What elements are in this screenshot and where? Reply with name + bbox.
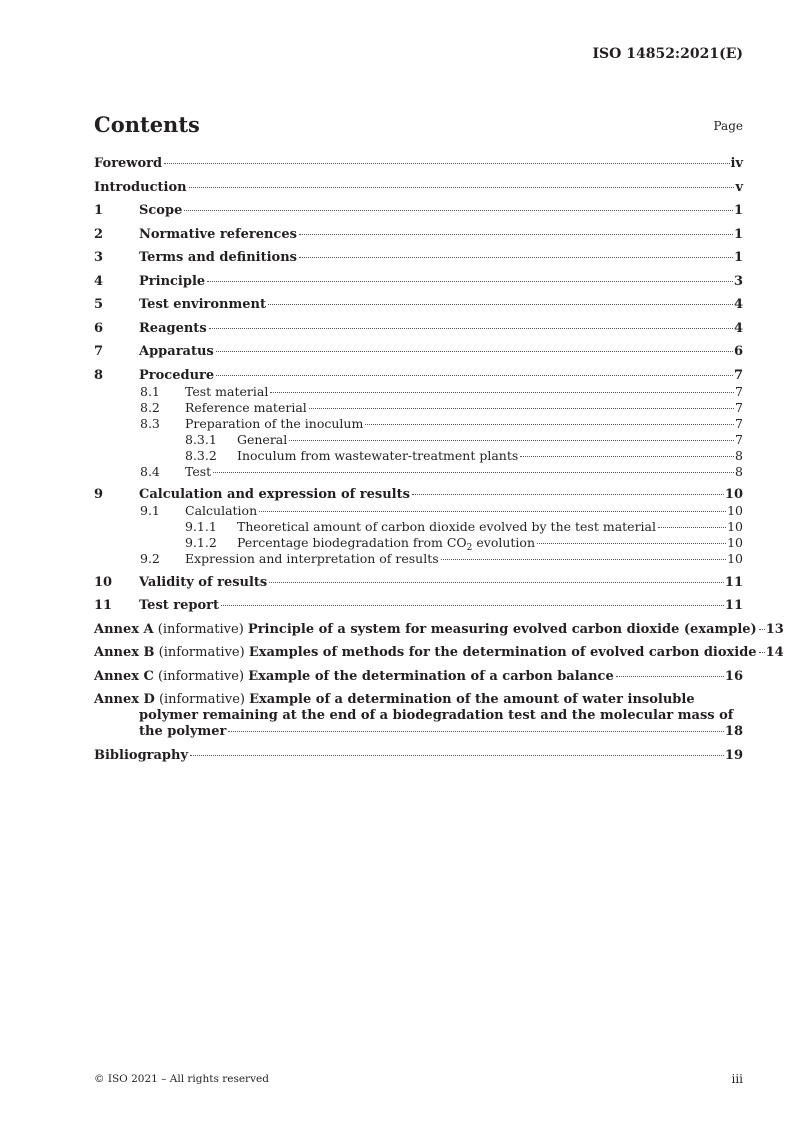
toc-entry-title bbox=[94, 622, 757, 638]
table-of-contents bbox=[94, 156, 784, 764]
toc-entry-number: 8.2 bbox=[140, 399, 160, 415]
toc-entry-page: 10 bbox=[727, 503, 743, 518]
toc-entry-title: Reference material bbox=[185, 399, 307, 415]
dot-leader bbox=[365, 424, 734, 425]
dot-leader bbox=[270, 392, 734, 393]
copyright-notice: © ISO 2021 – All rights reserved bbox=[94, 1073, 269, 1085]
annex-title-line-3: the polymer bbox=[139, 724, 227, 739]
toc-entry-7[interactable] bbox=[94, 344, 743, 360]
dot-leader bbox=[759, 652, 765, 653]
toc-entry-title: Validity of results bbox=[139, 574, 268, 590]
dot-leader bbox=[441, 559, 726, 560]
toc-entry-annex-b[interactable] bbox=[94, 645, 784, 661]
toc-entry-5[interactable] bbox=[94, 297, 743, 313]
toc-entry-page: 16 bbox=[724, 668, 743, 684]
toc-entry-number: 10 bbox=[94, 574, 113, 590]
toc-entry-11[interactable] bbox=[94, 598, 743, 614]
toc-entry-page: 7 bbox=[733, 367, 743, 383]
annex-informative: (informative) bbox=[154, 645, 249, 660]
toc-entry-8-3-1[interactable] bbox=[94, 432, 743, 448]
toc-entry-number: 9.2 bbox=[140, 551, 160, 566]
page-number: iii bbox=[731, 1072, 743, 1086]
subscript-2: 2 bbox=[466, 543, 473, 553]
dot-leader bbox=[268, 304, 733, 305]
toc-entry-8[interactable] bbox=[94, 368, 743, 384]
toc-entry-3[interactable] bbox=[94, 250, 743, 266]
toc-entry-number: 4 bbox=[94, 273, 104, 289]
annex-title-line-1: Example of a determination of the amount of water insoluble bbox=[249, 692, 695, 707]
toc-entry-page: 13 bbox=[765, 621, 784, 637]
toc-entry-title: Introduction bbox=[94, 179, 187, 195]
toc-entry-page: 10 bbox=[727, 535, 743, 550]
toc-entry-number: 9.1.1 bbox=[185, 519, 217, 534]
toc-entry-6[interactable] bbox=[94, 321, 743, 337]
toc-entry-9-1-1[interactable] bbox=[94, 519, 743, 535]
toc-entry-title: Bibliography bbox=[94, 747, 189, 763]
toc-entry-title-part: evolution bbox=[472, 535, 536, 550]
dot-leader bbox=[164, 163, 729, 164]
toc-entry-title: Reagents bbox=[139, 320, 207, 336]
dot-leader bbox=[412, 494, 724, 495]
toc-entry-page: 10 bbox=[724, 487, 743, 502]
dot-leader bbox=[213, 472, 734, 473]
toc-entry-number: 3 bbox=[94, 250, 104, 265]
dot-leader bbox=[269, 582, 724, 583]
toc-entry-title bbox=[94, 669, 614, 685]
toc-entry-number: 8.4 bbox=[140, 463, 160, 479]
toc-entry-page: 11 bbox=[724, 574, 743, 590]
annex-informative: (informative) bbox=[153, 668, 249, 684]
toc-entry-number: 7 bbox=[94, 344, 104, 359]
toc-entry-title: Scope bbox=[139, 203, 183, 218]
toc-entry-8-4[interactable] bbox=[94, 464, 743, 480]
annex-title: Example of the determination of a carbon balance bbox=[248, 668, 614, 684]
annex-label: Annex A bbox=[94, 621, 154, 637]
toc-entry-title: Procedure bbox=[139, 367, 215, 383]
dot-leader bbox=[216, 351, 733, 352]
dot-leader bbox=[189, 187, 735, 188]
toc-entry-number: 5 bbox=[94, 297, 104, 312]
toc-entry-page: 8 bbox=[735, 447, 743, 463]
toc-entry-page: 18 bbox=[724, 724, 743, 739]
annex-title-line-2: polymer remaining at the end of a biodegradation test and the molecular mass of bbox=[139, 708, 734, 723]
dot-leader bbox=[299, 257, 733, 258]
toc-entry-title: Normative references bbox=[139, 226, 297, 242]
annex-label: Annex B bbox=[94, 645, 155, 660]
dot-leader bbox=[658, 527, 726, 528]
dot-leader bbox=[190, 755, 724, 756]
toc-entry-number: 8 bbox=[94, 367, 104, 383]
toc-entry-9-1[interactable] bbox=[94, 503, 743, 519]
toc-entry-page: 14 bbox=[765, 645, 784, 660]
toc-entry-title bbox=[237, 535, 535, 551]
toc-entry-annex-c[interactable] bbox=[94, 669, 743, 685]
dot-leader bbox=[289, 440, 734, 441]
annex-label: Annex D bbox=[94, 692, 155, 707]
toc-entry-title: Inoculum from wastewater-treatment plants bbox=[237, 447, 519, 463]
toc-entry-page: iv bbox=[730, 156, 743, 171]
toc-entry-page: 11 bbox=[724, 598, 743, 613]
dot-leader bbox=[207, 281, 733, 282]
toc-entry-page: 7 bbox=[735, 383, 743, 399]
toc-entry-9-2[interactable] bbox=[94, 551, 743, 567]
dot-leader bbox=[537, 543, 726, 544]
dot-leader bbox=[209, 328, 733, 329]
toc-entry-title: Preparation of the inoculum bbox=[185, 415, 364, 431]
toc-entry-annex-a[interactable] bbox=[94, 621, 784, 638]
toc-entry-page: 1 bbox=[733, 250, 743, 265]
toc-entry-8-3-2[interactable] bbox=[94, 448, 743, 464]
toc-entry-number: 11 bbox=[94, 598, 113, 613]
toc-entry-8-3[interactable] bbox=[94, 416, 743, 432]
toc-entry-bibliography[interactable] bbox=[94, 748, 743, 764]
toc-entry-1[interactable] bbox=[94, 203, 743, 219]
dot-leader bbox=[184, 210, 733, 211]
toc-entry-title: Test material bbox=[185, 383, 269, 399]
toc-entry-page: 8 bbox=[735, 463, 743, 479]
toc-entry-number: 8.3.1 bbox=[185, 431, 217, 447]
annex-title: Principle of a system for measuring evolved carbon dioxide (example) bbox=[247, 621, 757, 637]
annex-informative: (informative) bbox=[153, 621, 248, 637]
dot-leader bbox=[759, 629, 765, 630]
toc-entry-page: 7 bbox=[735, 431, 743, 447]
toc-entry-number: 2 bbox=[94, 226, 104, 242]
toc-entry-title: Theoretical amount of carbon dioxide evolved by the test material bbox=[237, 519, 656, 534]
contents-heading: Contents bbox=[94, 112, 200, 137]
annex-label: Annex C bbox=[94, 668, 154, 684]
toc-entry-title: Test bbox=[185, 463, 212, 479]
toc-entry-annex-d[interactable] bbox=[94, 692, 743, 740]
toc-entry-introduction[interactable] bbox=[94, 180, 743, 196]
toc-entry-page: 19 bbox=[724, 747, 743, 763]
document-id-header: ISO 14852:2021(E) bbox=[592, 46, 743, 62]
dot-leader bbox=[216, 375, 733, 376]
toc-entry-title bbox=[94, 645, 757, 661]
toc-entry-number: 9.1 bbox=[140, 503, 160, 518]
dot-leader bbox=[221, 605, 724, 606]
annex-title: Examples of methods for the determination of evolved carbon dioxide bbox=[248, 645, 757, 660]
toc-entry-page: 6 bbox=[733, 344, 743, 359]
toc-entry-9[interactable] bbox=[94, 487, 743, 503]
toc-entry-8-2[interactable] bbox=[94, 400, 743, 416]
toc-entry-title: Calculation and expression of results bbox=[139, 487, 410, 502]
dot-leader bbox=[309, 408, 734, 409]
toc-entry-2[interactable] bbox=[94, 227, 743, 243]
toc-entry-page: 10 bbox=[727, 551, 743, 566]
page-column-label: Page bbox=[713, 119, 743, 133]
toc-entry-4[interactable] bbox=[94, 274, 743, 290]
toc-entry-number: 8.3.2 bbox=[185, 447, 217, 463]
dot-leader bbox=[259, 511, 726, 512]
toc-entry-page: 4 bbox=[733, 320, 743, 336]
annex-d-last-line bbox=[94, 724, 743, 740]
toc-entry-title: Test report bbox=[139, 598, 220, 613]
toc-entry-title: Principle bbox=[139, 273, 206, 289]
toc-entry-title: Foreword bbox=[94, 156, 163, 171]
toc-entry-title: Calculation bbox=[185, 503, 258, 518]
toc-entry-title: Test environment bbox=[139, 297, 266, 312]
annex-d-first-line bbox=[94, 692, 743, 708]
toc-entry-page: 1 bbox=[733, 226, 743, 242]
dot-leader bbox=[616, 676, 724, 677]
toc-entry-foreword[interactable] bbox=[94, 156, 743, 172]
toc-entry-page: 1 bbox=[733, 203, 743, 218]
toc-entry-page: 7 bbox=[735, 415, 743, 431]
toc-entry-title: Terms and definitions bbox=[139, 250, 297, 265]
toc-entry-page: v bbox=[735, 179, 743, 195]
toc-entry-title: Apparatus bbox=[139, 344, 214, 359]
toc-entry-page: 4 bbox=[733, 297, 743, 312]
toc-entry-number: 6 bbox=[94, 320, 104, 336]
toc-entry-number: 1 bbox=[94, 203, 104, 218]
toc-entry-8-1[interactable] bbox=[94, 384, 743, 400]
toc-entry-page: 10 bbox=[727, 519, 743, 534]
toc-entry-9-1-2[interactable] bbox=[94, 535, 743, 551]
toc-entry-number: 9.1.2 bbox=[185, 535, 217, 550]
toc-entry-title: Expression and interpretation of results bbox=[185, 551, 439, 566]
toc-entry-title bbox=[94, 692, 695, 708]
toc-entry-10[interactable] bbox=[94, 575, 743, 591]
toc-entry-title-part: Percentage biodegradation from CO bbox=[237, 535, 467, 550]
dot-leader bbox=[228, 731, 724, 732]
toc-entry-number: 8.3 bbox=[140, 415, 160, 431]
toc-entry-page: 7 bbox=[735, 399, 743, 415]
toc-entry-page: 3 bbox=[733, 273, 743, 289]
dot-leader bbox=[299, 234, 733, 235]
dot-leader bbox=[520, 456, 734, 457]
annex-informative: (informative) bbox=[154, 692, 250, 707]
toc-entry-title: General bbox=[237, 431, 288, 447]
toc-entry-number: 8.1 bbox=[140, 383, 160, 399]
toc-entry-number: 9 bbox=[94, 487, 104, 502]
